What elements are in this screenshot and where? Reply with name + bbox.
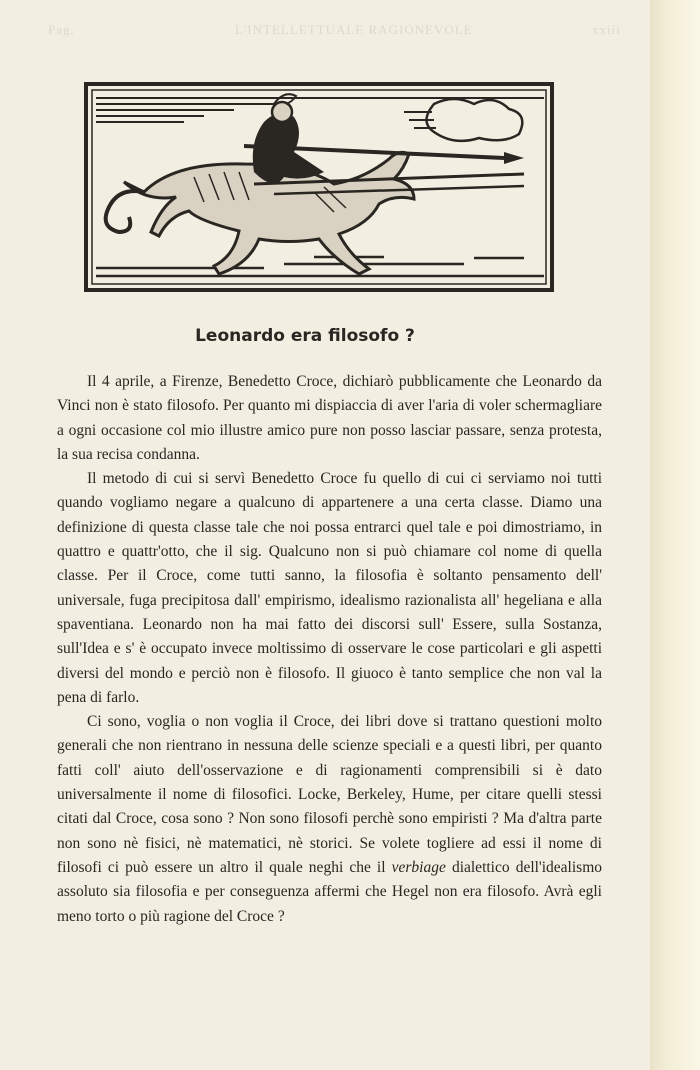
header-left: Pag.	[48, 22, 75, 37]
header-right: xxiii	[592, 22, 621, 37]
body-text	[57, 370, 602, 929]
paragraph-3-part-a: Ci sono, voglia o non voglia il Croce, dei libri dove si trattano questioni molto generali che non rientrano in nessuna delle scienze speciali e a questi libri, per quanto fatti coll' aiuto dell'osservazione e di ragionamenti comprensibili si è dato universalmente il nome di filosofici. Locke, Berkeley, Hume, per citare quelli stessi citati dal Croce, cosa sono ? Non sono filosofi perchè sono empiristi ? Ma d'altra parte non sono nè fisici, nè matematici, nè storici. Se volete togliere ad essi il nome di filosofi ci può essere un altro il quale neghi che il	[57, 713, 602, 876]
header-bleedthrough	[0, 0, 650, 40]
page-edge	[650, 0, 700, 1070]
header-center: L'INTELLETTUALE RAGIONEVOLE	[235, 22, 473, 37]
woodcut-knight-illustration	[84, 82, 554, 292]
chapter-title: Leonardo era filosofo ?	[195, 326, 415, 346]
paragraph-1: Il 4 aprile, a Firenze, Benedetto Croce, dichiarò pubblicamente che Leonardo da Vinci non è stato filosofo. Per quanto mi dispiaccia di aver l'aria di voler schermagliare a ogni occasione col mio illustre amico pure non posso lasciar passare, senza protesta, la sua recisa condanna.	[57, 373, 602, 463]
paragraph-2: Il metodo di cui si servì Benedetto Croce fu quello di cui ci serviamo noi tutti quando vogliamo negare a qualcuno di appartenere a una certa classe. Diamo una definizione di questa classe tale che noi possa entrarci quel tale e poi dimostriamo, in quattro e quattr'otto, che il sig. Qualcuno non si può chiamare col nome di quella classe. Per il Croce, come tutti sanno, la filosofia è soltanto pensamento dell' universale, fuga precipitosa dall' empirismo, idealismo razionalista all' hegeliana e alla spaventiana. Leonardo non ha mai fatto dei discorsi sull' Essere, sulla Sostanza, sull'Idea e s' è occupato invece moltissimo di osservare le cose particolari e gli aspetti diversi del mondo e perciò non è filosofo. Il giuoco è tanto semplice che non val la pena di farlo.	[57, 470, 602, 706]
paragraph-3	[57, 710, 602, 929]
italic-word: verbiage	[391, 858, 446, 876]
paragraph-3-part-b: dialettico dell'idealismo assoluto sia filosofia e per conseguenza affermi che Hegel non era filosofo. Avrà egli meno torto o più ragione del Croce ?	[57, 858, 602, 925]
